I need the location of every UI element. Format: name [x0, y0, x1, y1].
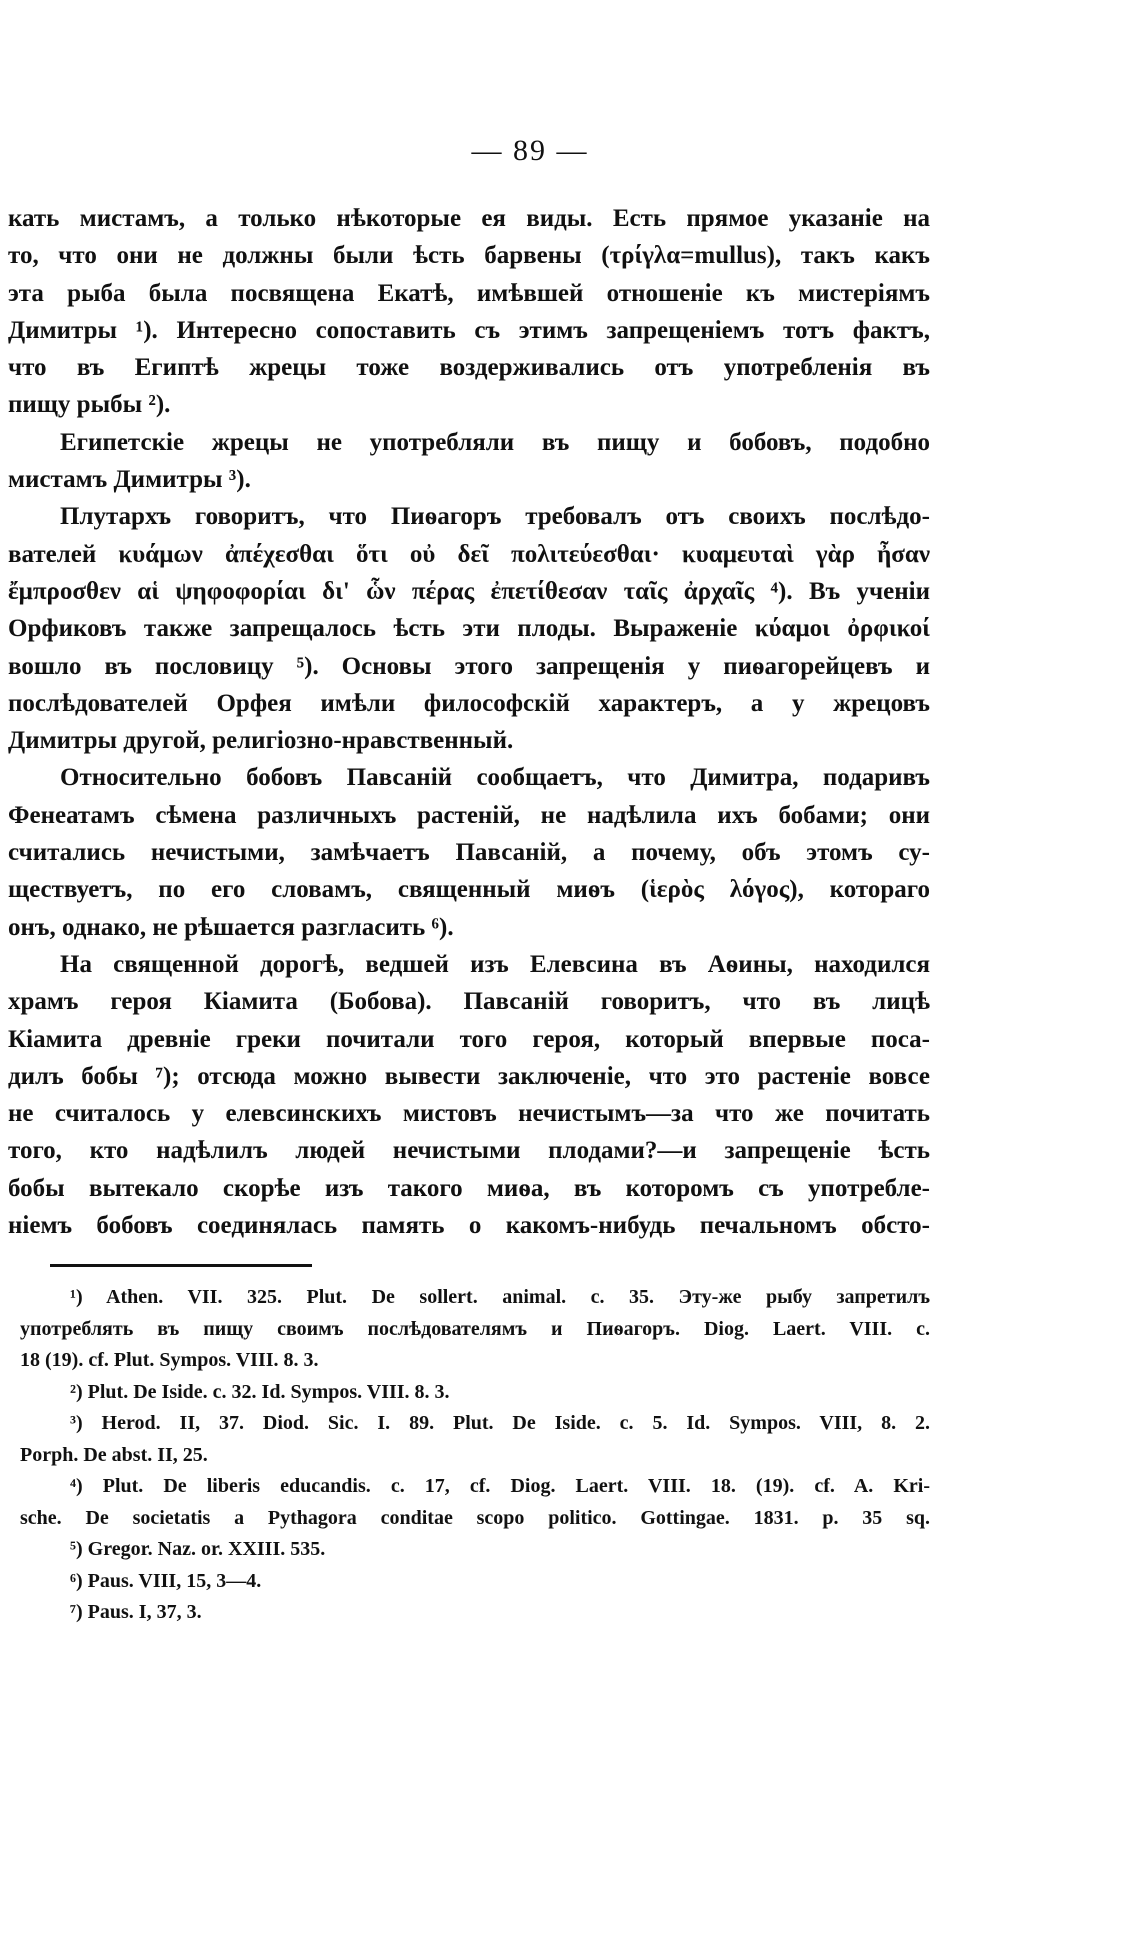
- text-line: то, что они не должны были ѣсть барвены (τρίγλα=mullus), такъ какъ: [8, 242, 930, 270]
- text-line: мистамъ Димитры ³).: [8, 466, 251, 494]
- text-line: Плутархъ говоритъ, что Пиѳагоръ требовалъ отъ своихъ послѣдо-: [60, 503, 930, 531]
- footnote-line: ³) Herod. II, 37. Diod. Sic. I. 89. Plut. De Iside. c. 5. Id. Sympos. VIII, 8. 2.: [70, 1412, 930, 1434]
- footnote-line: ⁴) Plut. De liberis educandis. c. 17, cf. Diog. Laert. VIII. 18. (19). cf. A. Kri-: [70, 1475, 930, 1497]
- footnote-line: ⁶) Paus. VIII, 15, 3—4.: [70, 1569, 262, 1592]
- text-line: не считалось у елевсинскихъ мистовъ нечистымъ—за что же почитать: [8, 1100, 930, 1128]
- page-number: — 89 —: [471, 134, 589, 167]
- text-line: того, кто надѣлилъ людей нечистыми плодами?—и запрещеніе ѣсть: [8, 1137, 930, 1165]
- text-line: ніемъ бобовъ соединялась память о какомъ-нибудь печальномъ обсто-: [8, 1212, 930, 1240]
- text-line: бобы вытекало скорѣе изъ такого миѳа, въ которомъ съ употребле-: [8, 1174, 930, 1202]
- footnote-divider: [50, 1264, 312, 1267]
- text-line: считались нечистыми, замѣчаетъ Павсаній, а почему, объ этомъ су-: [8, 839, 930, 867]
- footnote-line: употреблять въ пищу своимъ послѣдователямъ и Пиѳагоръ. Diog. Laert. VIII. c.: [20, 1317, 930, 1340]
- footnote-line: ²) Plut. De Iside. c. 32. Id. Sympos. VIII. 8. 3.: [70, 1380, 450, 1403]
- text-line: вателей κυάμων ἀπέχεσθαι ὅτι οὐ δεῖ πολιτεύεσθαι· κυαμευταὶ γὰρ ἦσαν: [8, 540, 930, 568]
- footnote-line: ¹) Athen. VII. 325. Plut. De sollert. animal. c. 35. Эту-же рыбу запретилъ: [70, 1286, 930, 1308]
- text-line: ществуетъ, по его словамъ, священный миѳъ (ἱερὸς λόγος), котораго: [8, 876, 930, 904]
- text-line: онъ, однако, не рѣшается разгласить ⁶).: [8, 913, 454, 941]
- text-line: Кіамита древніе греки почитали того героя, который впервые поса-: [8, 1025, 930, 1053]
- text-line: кать мистамъ, а только нѣкоторые ея виды. Есть прямое указаніе на: [8, 205, 930, 232]
- text-line: эта рыба была посвящена Екатѣ, имѣвшей отношеніе къ мистеріямъ: [8, 279, 930, 307]
- text-line: Димитры ¹). Интересно сопоставить съ этимъ запрещеніемъ тотъ фактъ,: [8, 316, 930, 344]
- text-line: храмъ героя Кіамита (Бобова). Павсаній говоритъ, что въ лицѣ: [8, 988, 930, 1016]
- text-line: что въ Египтѣ жрецы тоже воздерживались отъ употребленія въ: [8, 354, 930, 382]
- text-line: дилъ бобы ⁷); отсюда можно вывести заключеніе, что это растеніе вовсе: [8, 1062, 930, 1090]
- text-line: Димитры другой, религіозно-нравственный.: [8, 727, 514, 755]
- text-line: ἔμπροσθεν αἱ ψηφοφορίαι δι' ὧν πέρας ἐπετίθεσαν ταῖς ἀρχαῖς ⁴). Въ ученіи: [8, 577, 930, 605]
- text-line: Фенеатамъ сѣмена различныхъ растеній, не надѣлила ихъ бобами; они: [8, 801, 930, 829]
- footnote-line: 18 (19). cf. Plut. Sympos. VIII. 8. 3.: [20, 1349, 319, 1371]
- footnote-line: ⁷) Paus. I, 37, 3.: [70, 1601, 202, 1623]
- footnote-line: sche. De societatis a Pythagora conditae scopo politico. Gottingae. 1831. p. 35 sq.: [20, 1506, 930, 1529]
- footnotes: [20, 1282, 930, 1629]
- text-line: Египетскіе жрецы не употребляли въ пищу и бобовъ, подобно: [60, 428, 930, 456]
- footnote-line: Porph. De abst. II, 25.: [20, 1443, 208, 1466]
- text-line: послѣдователей Орфея имѣли философскій характеръ, а у жрецовъ: [8, 689, 930, 717]
- text-line: Орфиковъ также запрещалось ѣсть эти плоды. Выраженіе κύαμοι ὀρφικοί: [8, 615, 930, 643]
- footnote-line: ⁵) Gregor. Naz. or. XXIII. 535.: [70, 1538, 326, 1560]
- text-line: Относительно бобовъ Павсаній сообщаетъ, что Димитра, подаривъ: [60, 764, 930, 792]
- main-body-text: [8, 200, 930, 1244]
- text-line: пищу рыбы ²).: [8, 391, 171, 419]
- text-line: вошло въ пословицу ⁵). Основы этого запрещенія у пиѳагорейцевъ и: [8, 652, 930, 680]
- text-line: На священной дорогѣ, ведшей изъ Елевсина въ Аѳины, находился: [60, 950, 930, 978]
